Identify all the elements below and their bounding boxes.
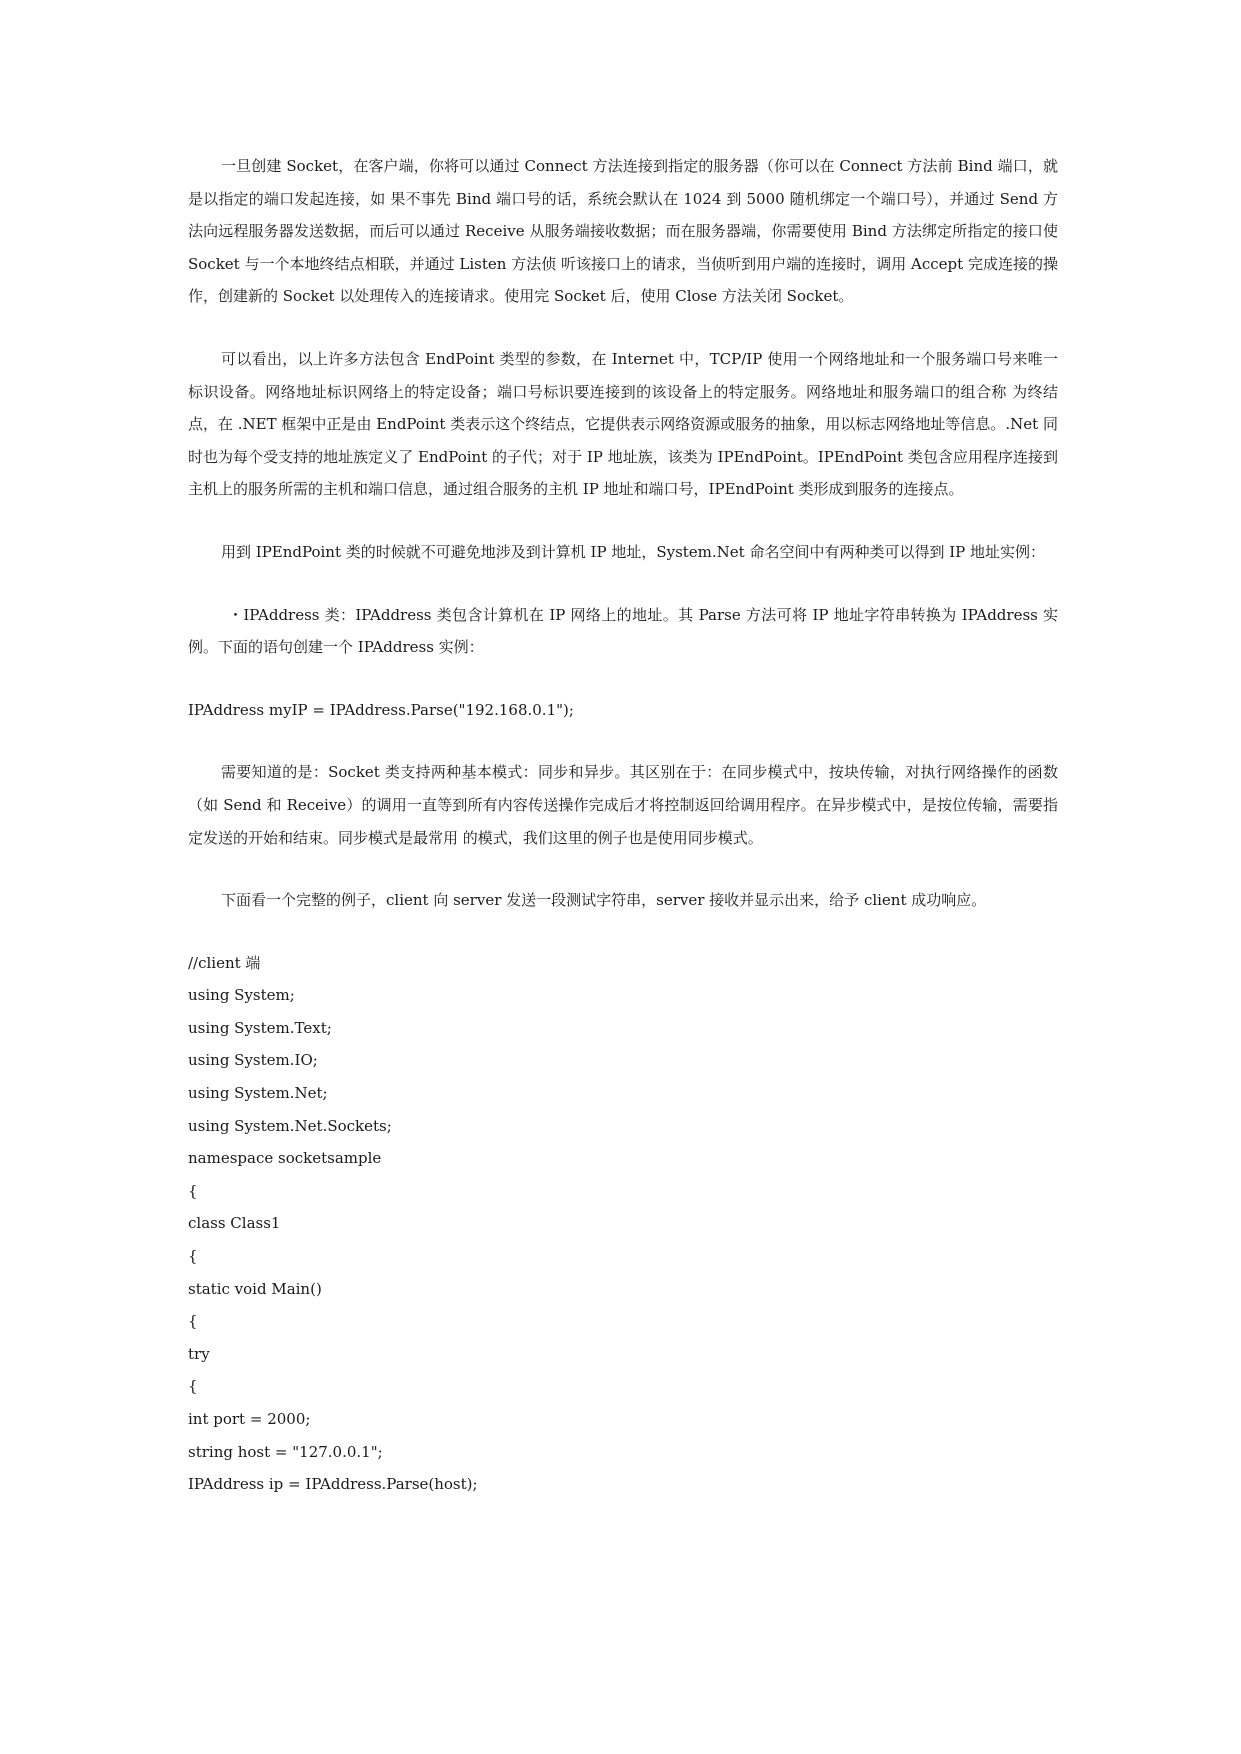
paragraph-ip-address-intro: 用到 IPEndPoint 类的时候就不可避免地涉及到计算机 IP 地址，System.Net 命名空间中有两种类可以得到 IP 地址实例： [221, 542, 1046, 561]
paragraph-socket-usage: 一旦创建 Socket，在客户端，你将可以通过 Connect 方法连接到指定的服务器（你可以在 Connect 方法前 Bind 端口，就是以指定的端口发起连接，如 果不事先 Bind 端口号的话，系统会默认在 1024 到 5000 随机绑定一个端口号），并通过 Send 方法向远程服务器发送数据，而后可以通过 Receive 从服务端接收数据；而在服务器端，你需要使用 Bind 方法绑定所指定的接口使 Socket 与一个本地终结点相联，并通过 Listen 方法侦 听该接口上的请求，当侦听到用户端的连接时，调用 Accept 完成连接的操作，创建新的 Socket 以处理传入的连接请求。使用完 Socket 后，使用 Close 方法关闭 Socket。 [188, 157, 1058, 306]
paragraph-endpoint: 可以看出，以上许多方法包含 EndPoint 类型的参数，在 Internet 中，TCP/IP 使用一个网络地址和一个服务端口号来唯一标识设备。网络地址标识网络上的特定设备；端口号标识要连接到的该设备上的特定服务。网络地址和服务端口的组合称 为终结点，在 .NET 框架中正是由 EndPoint 类表示这个终结点，它提供表示网络资源或服务的抽象，用以标志网络地址等信息。.Net 同时也为每个受支持的地址族定义了 EndPoint 的子代；对于 IP 地址族，该类为 IPEndPoint。IPEndPoint 类包含应用程序连接到主机上的服务所需的主机和端口信息，通过组合服务的主机 IP 地址和端口号，IPEndPoint 类形成到服务的连接点。 [188, 349, 1058, 499]
code-line: class Class1 [188, 1214, 281, 1233]
code-line: using System.IO; [188, 1051, 318, 1070]
paragraph-sync-async: 需要知道的是：Socket 类支持两种基本模式：同步和异步。其区别在于：在同步模式中，按块传输，对执行网络操作的函数（如 Send 和 Receive）的调用一直等到所有内容传送操作完成后才将控制返回给调用程序。在异步模式中，是按位传输，需要指定发送的开始和结束。同步模式是最常用 的模式，我们这里的例子也是使用同步模式。 [188, 763, 1058, 847]
code-line: //client 端 [188, 953, 261, 972]
code-line: IPAddress ip = IPAddress.Parse(host); [188, 1475, 478, 1494]
code-statement: IPAddress myIP = IPAddress.Parse("192.168.0.1"); [188, 700, 574, 719]
client-code-block [188, 947, 1058, 1501]
code-line: using System; [188, 986, 295, 1005]
code-line: using System.Text; [188, 1018, 332, 1037]
code-line: using System.Net.Sockets; [188, 1116, 392, 1135]
code-line: int port = 2000; [188, 1410, 311, 1428]
document-body [188, 150, 1058, 1501]
paragraph-example-intro: 下面看一个完整的例子，client 向 server 发送一段测试字符串，server 接收并显示出来，给予 client 成功响应。 [221, 891, 987, 910]
code-line: { [188, 1181, 198, 1200]
paragraph-ipaddress-class: ・IPAddress 类：IPAddress 类包含计算机在 IP 网络上的地址。其 Parse 方法可将 IP 地址字符串转换为 IPAddress 实例。下面的语句创建一个 IPAddress 实例： [188, 605, 1058, 657]
code-line: { [188, 1312, 198, 1331]
code-line: { [188, 1247, 198, 1266]
code-line: namespace socketsample [188, 1149, 382, 1168]
code-line: try [188, 1344, 210, 1363]
code-line: string host = "127.0.0.1"; [188, 1442, 383, 1461]
code-line: using System.Net; [188, 1084, 328, 1103]
code-line: static void Main() [188, 1279, 322, 1298]
code-line: { [188, 1377, 198, 1396]
